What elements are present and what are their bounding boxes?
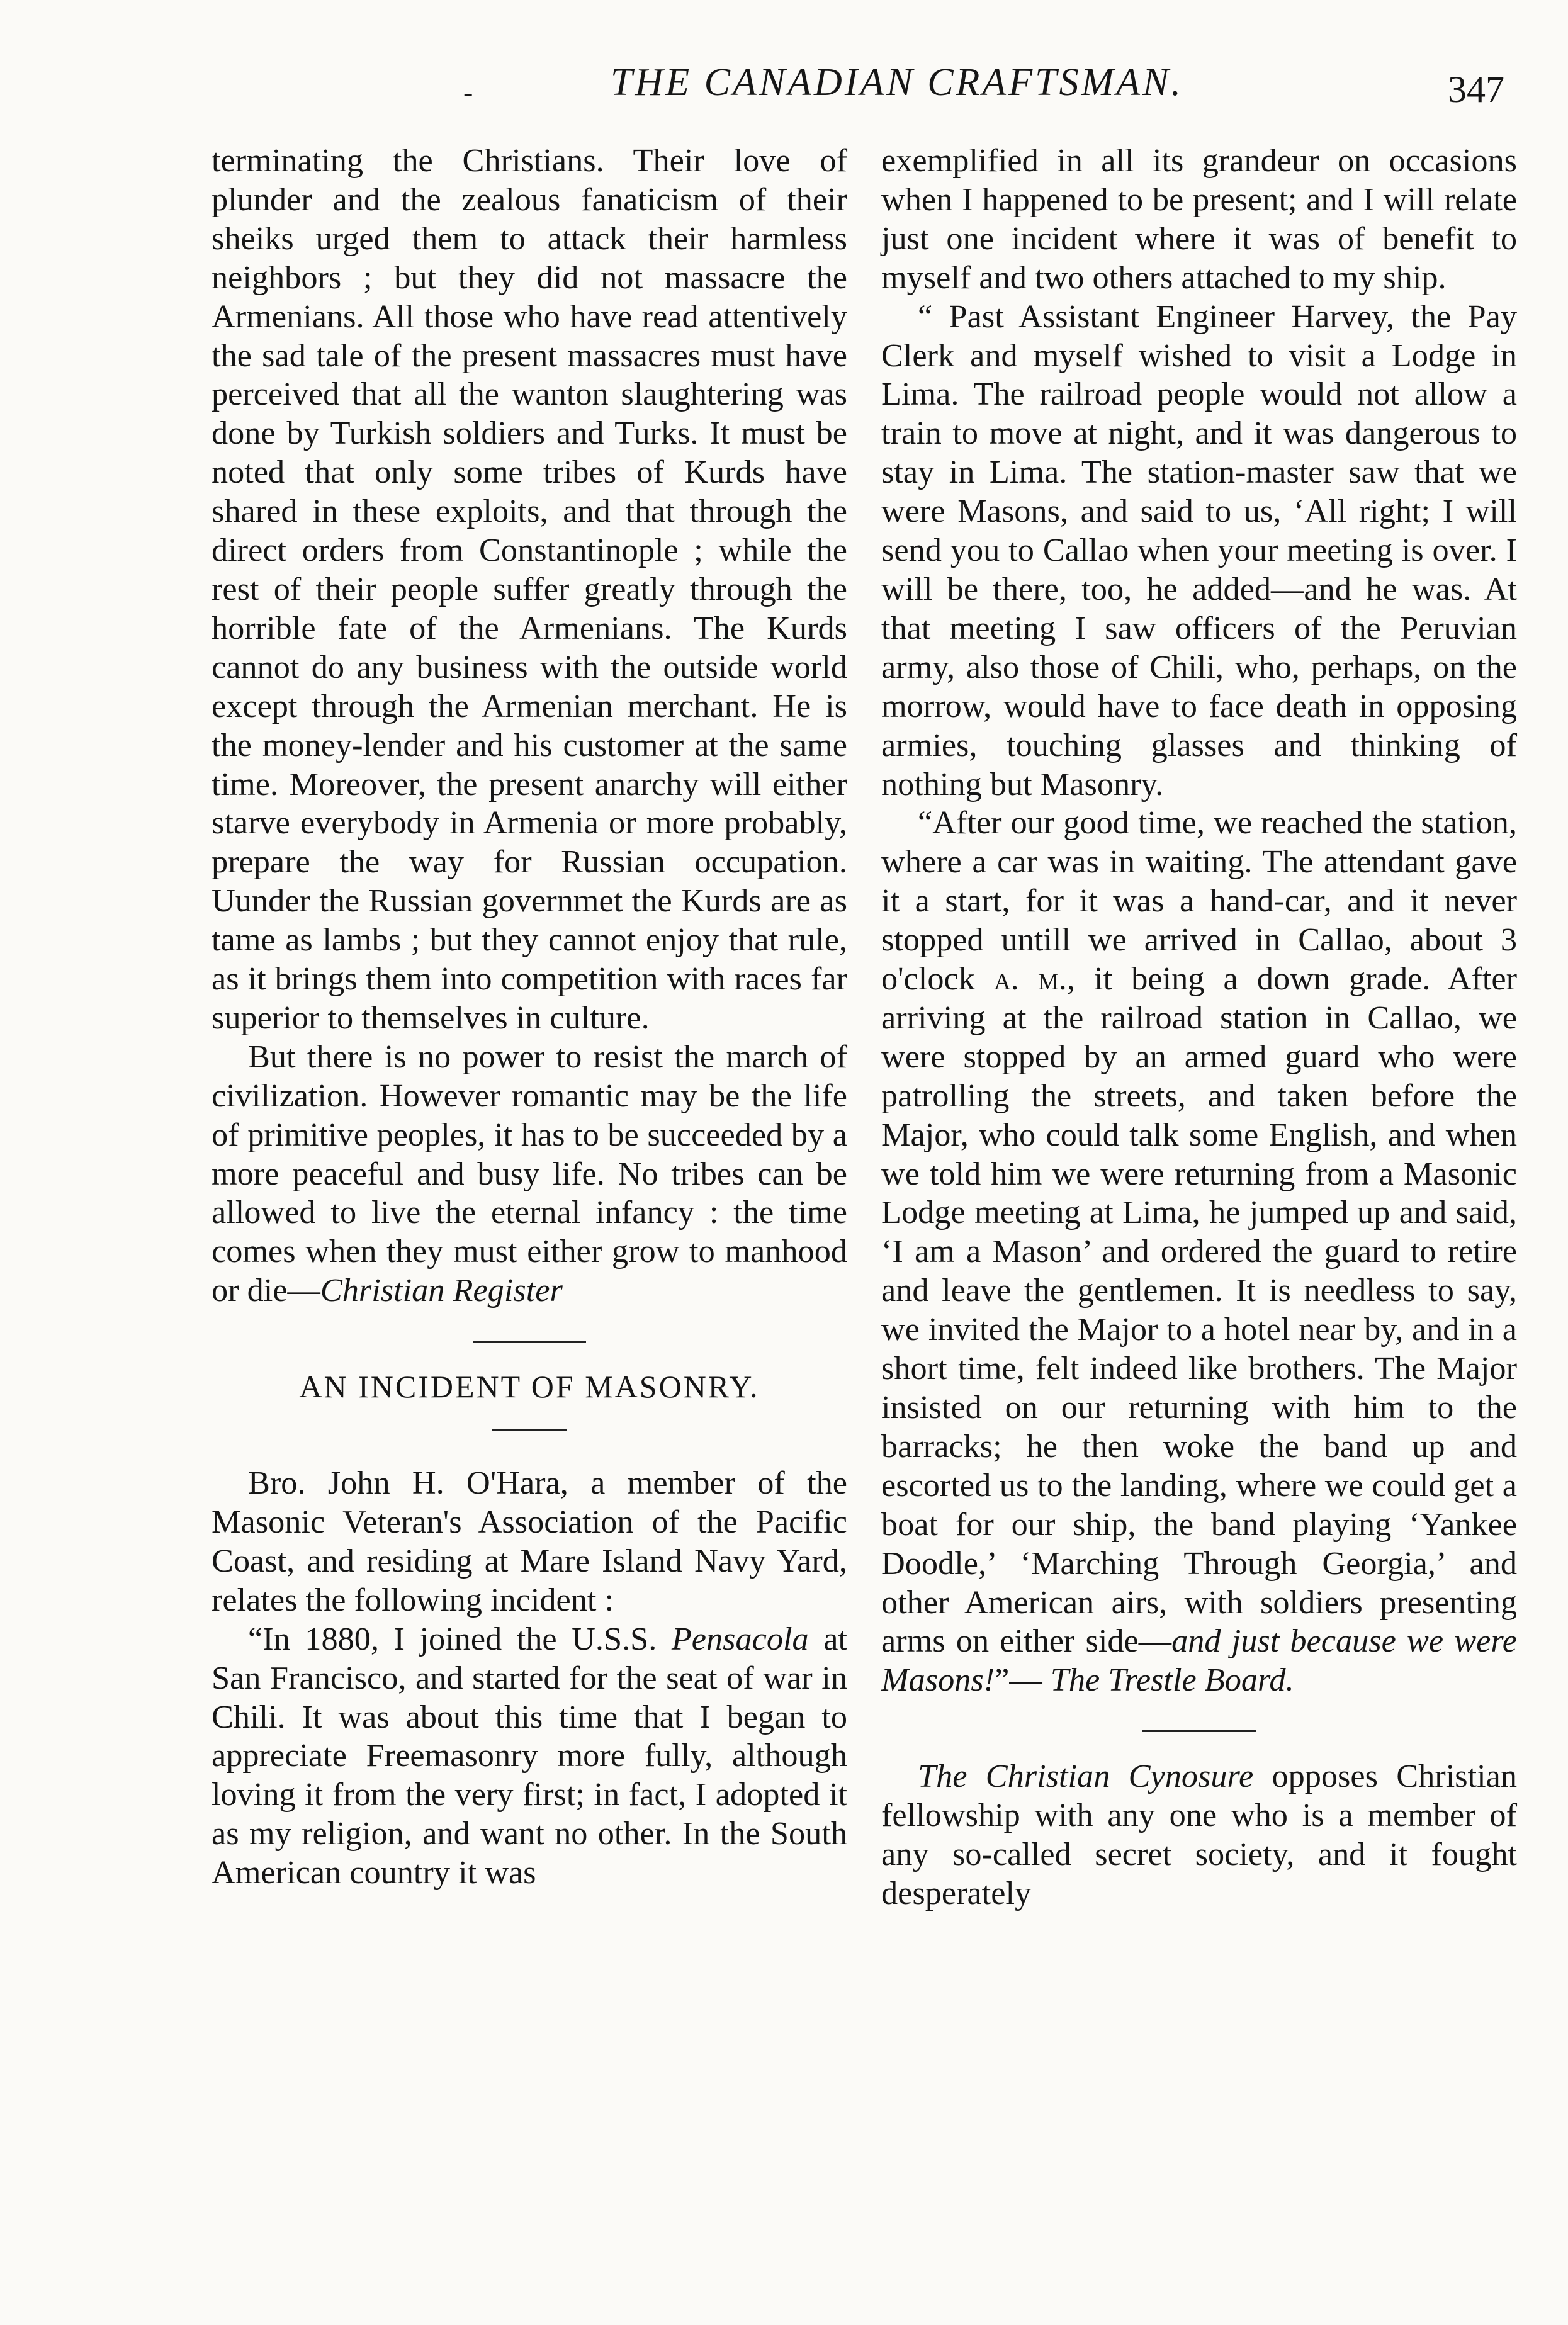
source-citation: Christian Register — [320, 1272, 563, 1309]
paragraph-text: But there is no power to resist the march of civilization. However romantic may be the life of primitive peoples, it has to be succeeded by a more peaceful and busy life. No tribes can be allowed to live the eternal infancy : the time comes when they must either grow to manhood or die— — [212, 1038, 847, 1309]
header-dot: - — [463, 76, 473, 108]
left-column — [212, 142, 847, 1893]
paragraph-text: “After our good time, we reached the station, where a car was in waiting. The attendant gave it a start, for it was a hand-car, and it never stopped untill we arrived in Callao, about 3 o'clock — [881, 804, 1517, 998]
paragraph: Bro. John H. O'Hara, a member of the Masonic Veteran's Association of the Pacific Coast, and residing at Mare Island Navy Yard, relates the following incident : — [212, 1465, 847, 1618]
publication-title: The Christian Cynosure — [918, 1758, 1254, 1795]
paragraph — [212, 1620, 847, 1893]
section-heading: AN INCIDENT OF MASONRY. — [299, 1369, 760, 1405]
paragraph-text: at San Francisco, and started for the seat of war in Chili. It was about this time that I began to appreciate Freemasonry more fully, although loving it from the very first; in fact, I adopted it as my religion, and want no other. In the South American country it was — [212, 1620, 847, 1891]
paragraph: exemplified in all its grandeur on occasions when I happened to be present; and I will relate just one incident where it was of benefit to myself and two others attached to my ship. — [881, 142, 1517, 296]
right-column — [881, 142, 1517, 1913]
paragraph — [212, 1038, 847, 1310]
page-number: 347 — [1448, 69, 1504, 110]
paragraph — [881, 804, 1517, 1700]
paragraph-text: “In 1880, I joined the U.S.S. — [248, 1620, 672, 1657]
paragraph: “ Past Assistant Engineer Harvey, the Pay Clerk and myself wished to visit a Lodge in Lima. The railroad people would not allow a train to move at night, and it was dangerous to stay in Lima. The station-master saw that we were Masons, and said to us, ‘All right; I will send you to Callao when your meeting is over. I will be there, too, he added—and he was. At that meeting I saw officers of the Peruvian army, also those of Chili, who, perhaps, on the morrow, would have to face death in opposing armies, touching glasses and thinking of nothing but Masonry. — [881, 298, 1517, 802]
section-divider — [1142, 1730, 1256, 1732]
running-head: THE CANADIAN CRAFTSMAN. — [610, 61, 1184, 104]
paragraph — [881, 1757, 1517, 1913]
paragraph: terminating the Christians. Their love of plunder and the zealous fanaticism of their sheiks urged them to attack their harmless neighbors ; but they did not massacre the Armenians. All those who have read attentively the sad tale of the present massacres must have perceived that all the wanton slaughtering was done by Turkish soldiers and Turks. It must be noted that only some tribes of Kurds have shared in these exploits, and that through the direct orders from Constantinople ; while the rest of their people suffer greatly through the horrible fate of the Armenians. The Kurds cannot do any business with the outside world except through the Armenian merchant. He is the money-lender and his customer at the same time. Moreover, the present anarchy will either starve everybody in Armenia or more probably, prepare the way for Russian occupation. Uunder the Russian governmet the Kurds are as tame as lambs ; but they cannot enjoy that rule, as it brings them into competition with races far superior to themselves in culture. — [212, 142, 847, 1036]
source-citation: The Trestle Board. — [1050, 1662, 1294, 1699]
heading-divider — [492, 1429, 567, 1431]
section-divider — [473, 1341, 586, 1343]
ship-name: Pensacola — [671, 1620, 809, 1657]
paragraph-text: opposes Christian fellowship with any one who is a member of any so-called secret society, and it fought desperately — [881, 1758, 1518, 1911]
quote-close: ”— — [995, 1662, 1051, 1699]
paragraph-text: , it being a down grade. After arriving at the railroad station in Callao, we were stopped by an armed guard who were patrolling the streets, and taken before the Major, who could talk some English, and when we told him we were returning from a Masonic Lodge meeting at Lima, he jumped up and said, ‘I am a Mason’ and ordered the guard to retire and leave the gentlemen. It is needless to say, we invited the Major to a hotel near by, and in a short time, felt indeed like brothers. The Major insisted on our returning with him to the barracks; he then woke the band up and escorted us to the landing, where we could get a boat for our ship, the band playing ‘Yankee Doodle,’ ‘Marching Through Georgia,’ and other American airs, with soldiers presenting arms on either side— — [881, 960, 1517, 1660]
time-abbreviation: a. m. — [993, 960, 1067, 998]
italic-quote: and just because we were Masons! — [881, 1623, 1517, 1699]
